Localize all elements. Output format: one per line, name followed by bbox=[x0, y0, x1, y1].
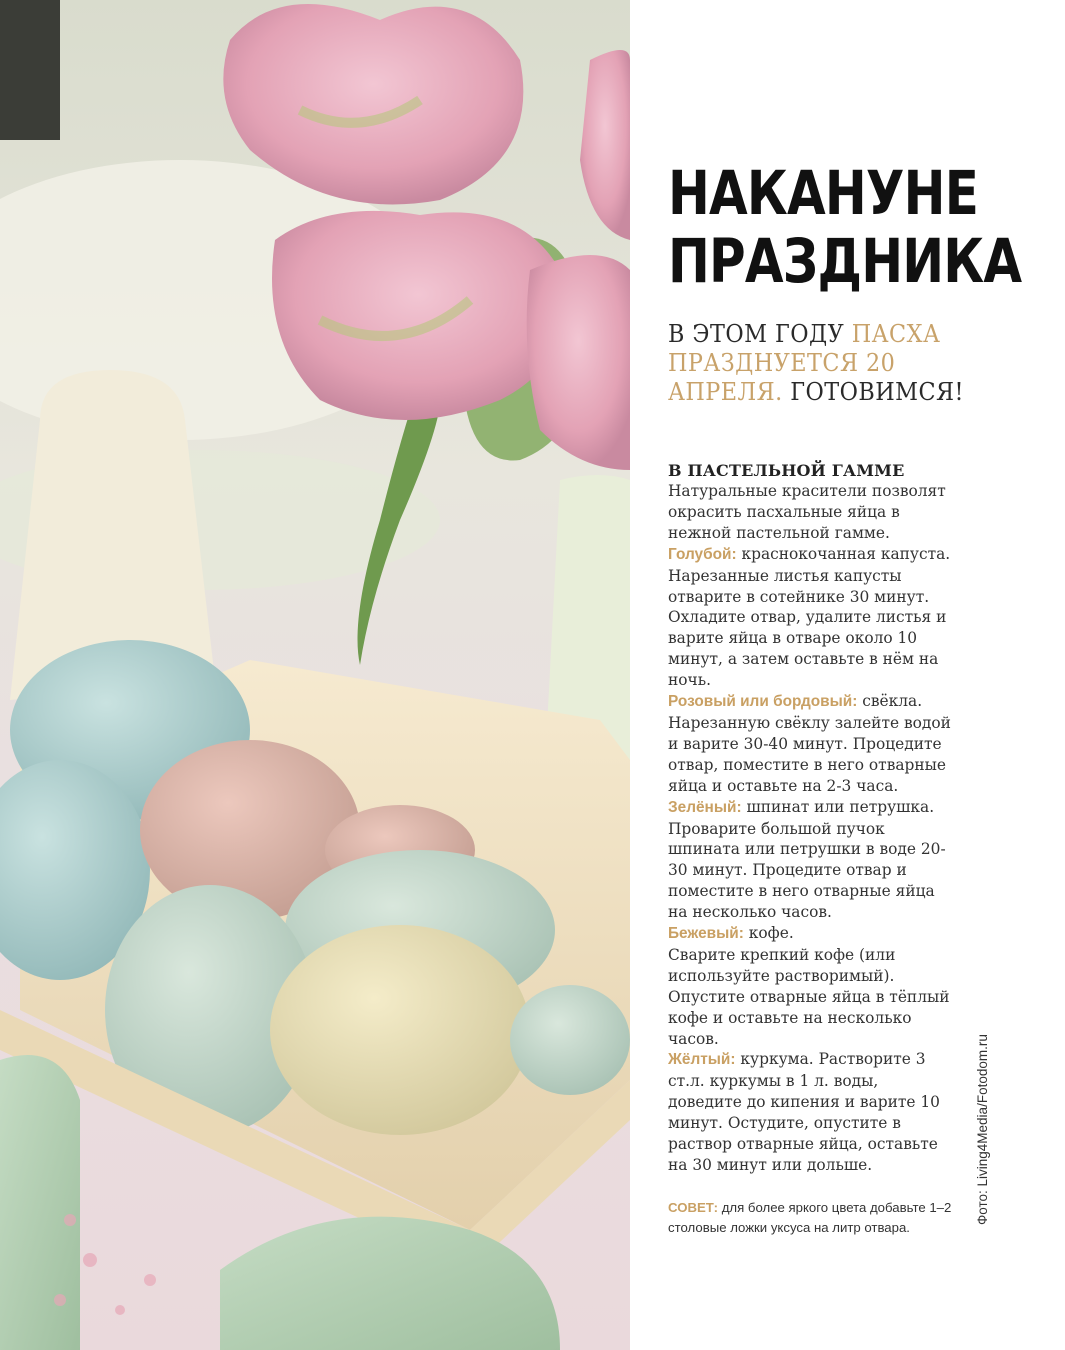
color-instructions: Нарезанную свёклу залейте водой и варите 30-40 минут. Процедите отвар, поместите в него отварные яйца и оставьте на 2-3 часа. bbox=[668, 713, 951, 795]
subtitle-highlight: ПАСХА ПРАЗДНУЕТСЯ 20 АПРЕЛЯ. bbox=[668, 320, 941, 406]
color-instructions: Нарезанные листья капусты отварите в сотейнике 30 минут. Охладите отвар, удалите листья и варите яйца в отваре около 10 минут, а затем оставьте в нём на ночь. bbox=[668, 566, 947, 690]
tip-text: для более яркого цвета добавьте 1–2 столовые ложки уксуса на литр отвара. bbox=[668, 1199, 952, 1235]
article-subtitle bbox=[668, 320, 984, 407]
color-yellow-paragraph bbox=[668, 1049, 953, 1175]
color-label: Зелёный: bbox=[668, 798, 742, 816]
tip-label: СОВЕТ: bbox=[668, 1199, 719, 1215]
color-instructions: Растворите 3 ст.л. куркумы в 1 л. воды, доведите до кипения и варите 10 минут. Остудите, опустите в раствор отварные яйца, оставьте на 30 минут или дольше. bbox=[668, 1050, 940, 1174]
photo-credit bbox=[975, 1025, 999, 1225]
section-heading: В ПАСТЕЛЬНОЙ ГАММЕ bbox=[668, 461, 905, 480]
color-ingredient: кофе. bbox=[748, 924, 794, 943]
color-blue-paragraph bbox=[668, 544, 953, 691]
tip-paragraph bbox=[668, 1198, 953, 1238]
color-ingredient: краснокочанная капуста. bbox=[741, 544, 951, 563]
color-ingredient: свёкла. bbox=[862, 692, 923, 711]
color-ingredient: шпинат или петрушка. bbox=[746, 797, 935, 816]
article-body bbox=[668, 460, 953, 1251]
color-green-paragraph bbox=[668, 797, 953, 923]
subtitle-part-1: В ЭТОМ ГОДУ bbox=[668, 320, 845, 348]
color-label: Голубой: bbox=[668, 545, 737, 563]
color-label: Жёлтый: bbox=[668, 1051, 736, 1069]
article-title bbox=[668, 158, 1022, 297]
photo-credit-text: Фото: Living4Media/Fotodom.ru bbox=[975, 1034, 990, 1225]
intro-paragraph: Натуральные красители позволят окрасить пасхальные яйца в нежной пастельной гамме. bbox=[668, 482, 946, 542]
color-ingredient: куркума. bbox=[740, 1050, 814, 1069]
color-label: Розовый или бордовый: bbox=[668, 693, 858, 711]
title-line-2: ПРАЗДНИКА bbox=[668, 226, 1022, 297]
title-line-1: НАКАНУНЕ bbox=[668, 158, 979, 229]
color-label: Бежевый: bbox=[668, 925, 744, 943]
color-beige-paragraph bbox=[668, 923, 953, 1049]
color-instructions: Сварите крепкий кофе (или используйте растворимый). Опустите отварные яйца в тёплый кофе и оставьте на несколько часов. bbox=[668, 945, 950, 1048]
color-pink-paragraph bbox=[668, 691, 953, 797]
subtitle-part-2: ГОТОВИМСЯ! bbox=[790, 378, 964, 406]
color-instructions: Проварите большой пучок шпината или петрушки в воде 20-30 минут. Процедите отвар и поместите в него отварные яйца на несколько часов. bbox=[668, 819, 946, 922]
